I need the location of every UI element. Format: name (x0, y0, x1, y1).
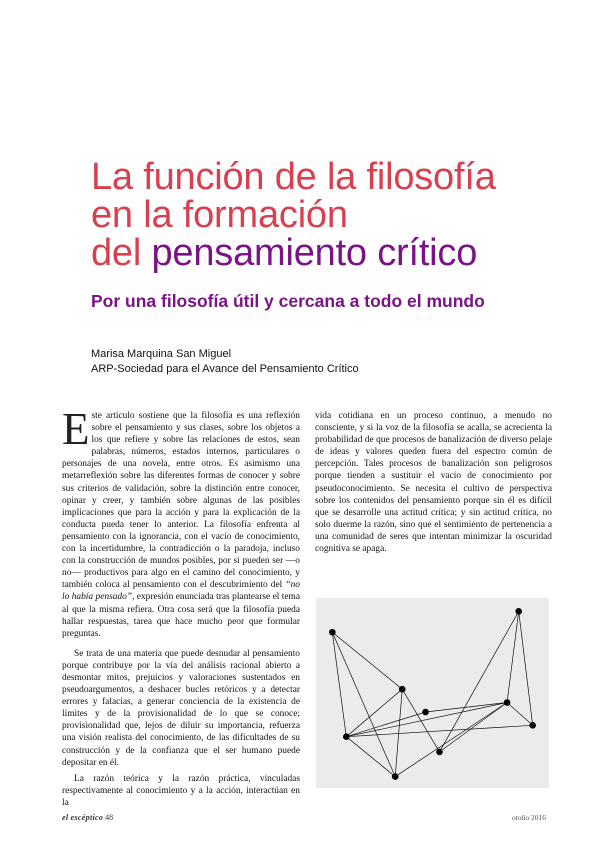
paragraph-1 (62, 404, 301, 640)
article-title (91, 158, 571, 272)
article-subtitle: Por una filosofía útil y cercana a todo el mundo (91, 291, 485, 311)
network-node (329, 629, 336, 636)
issue-date: otoño 2016 (512, 813, 546, 822)
title-line-3-prefix: del (91, 232, 152, 274)
body-column-left (62, 404, 301, 809)
network-edge (507, 703, 533, 726)
network-node (515, 608, 522, 615)
network-node (343, 733, 350, 740)
network-edge (346, 689, 402, 737)
title-accent: pensamiento crítico (151, 232, 478, 274)
network-node (504, 699, 511, 706)
network-node (529, 722, 536, 729)
network-edge (332, 632, 402, 689)
network-edge (395, 689, 402, 776)
network-node (436, 749, 443, 756)
author-name: Marisa Marquina San Miguel (91, 348, 232, 360)
title-line-1: La función de la filosofía (91, 156, 496, 198)
footer-left (62, 813, 113, 822)
drop-cap: E (62, 404, 90, 454)
network-edge (507, 611, 519, 702)
network-edge (439, 611, 518, 752)
author-block (91, 347, 541, 377)
network-node (399, 686, 406, 693)
network-edge (346, 712, 425, 737)
paragraph-3: La razón teórica y la razón práctica, vinculadas respectivamente al conocimiento y a la acción, interactúan en la (62, 773, 300, 808)
paragraph-4: vida cotidiana en un proceso continuo, a menudo no consciente, y si la voz de la filosofía se acalla, se acrecienta la probabilidad de que procesos de banalización de diverso pelaje de ideas y valores queden fuera del espectro común de percepción. Tales procesos de banalización son peligrosos porque tienden a sustituir el vacío de conocimiento por pseudoconocimiento. Se necesita el cultivo de perspectiva sobre los contenidos del pensamiento porque sin él es difícil que se desarrolle una actitud crítica; y sin actitud crítica, no solo duerme la razón, sino que el sentimiento de pertenencia a una comunidad de seres que intentan minimizar la oscuridad cognitiva se apaga. (315, 411, 552, 555)
network-edge (346, 737, 395, 777)
author-affiliation: ARP-Sociedad para el Avance del Pensamiento Crítico (91, 363, 359, 375)
network-node (422, 709, 429, 716)
network-edge (402, 689, 439, 752)
paragraph-1-quote: “no lo había pensado” (62, 580, 300, 603)
network-figure (316, 598, 549, 788)
network-node (392, 773, 399, 780)
magazine-name: el escéptico (62, 813, 104, 822)
paragraph-1-text-b: , expresión enunciada tras plantearse el tema al que la misma refiera. Otra cosa será que la filosofía pueda hallar respuestas, tarea que hace mucho peor que formular preguntas. (62, 592, 301, 639)
title-line-3 (91, 234, 571, 272)
page-number: 48 (105, 813, 114, 822)
network-edge (519, 611, 533, 725)
paragraph-2: Se trata de una materia que puede desnudar al pensamiento porque contribuye por la vía del análisis racional abierto a desmontar mitos, prejuicios y valoraciones sustentados en pseudoargumentos, a deshacer bucles retóricos y a detectar errores y falacias, a generar conciencia de la existencia de límites y de la provisionalidad de lo que se conoce; provisionalidad que, lejos de diluir su importancia, refuerza una visión realista del conocimiento, de las dificultades de su construcción y de la confianza que el ser humano puede depositar en él. (62, 648, 300, 768)
network-graph (316, 598, 549, 788)
title-line-2: en la formación (91, 194, 348, 236)
body-column-right (315, 410, 552, 555)
network-edge (395, 703, 507, 777)
paragraph-1-text-a: ste artículo sostiene que la filosofía es una reflexión sobre el pensamiento y sus clases, sobre los objetos a los que refiere y sobre las relaciones de estos, sean palabras, números, estados internos, particulares o personajes de una novela, entre otros. Es asimismo una metarreflexión sobre las diferentes formas de conocer y sobre sus criterios de validación, sobre la distinción entre conocer, opinar y creer, y también sobre algunas de las posibles implicaciones que para la acción y para la explicación de la conducta pueda tener lo anterior. La filosofía enfrenta al pensamiento con la ignorancia, con el vacío de conocimiento, con la incertidumbre, la contradicción o la paradoja, incluso con la construcción de mundos posibles, por si pueden ser —o no— productivos para algo en el camino del conocimiento, y también coloca al pensamiento con el descubrimiento del (62, 411, 300, 591)
